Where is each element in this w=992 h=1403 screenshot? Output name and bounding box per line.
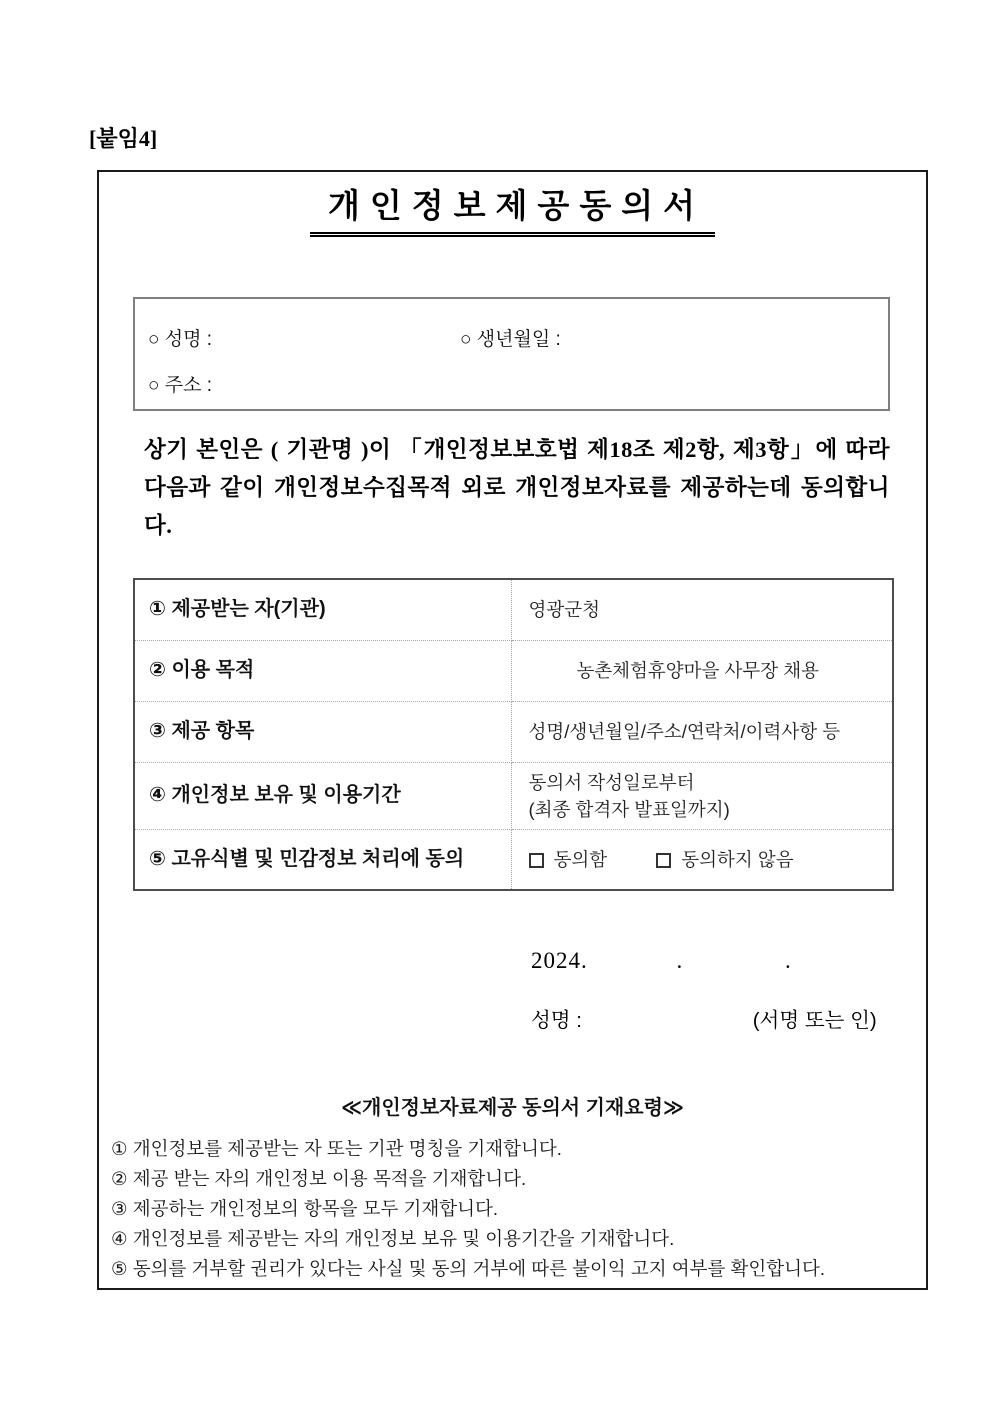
table-row-purpose (134, 640, 893, 701)
date-year: 2024. (531, 948, 588, 973)
date-month-dot: . (676, 948, 684, 973)
row-purpose-label: ② 이용 목적 (134, 640, 511, 701)
guideline-item-2: ② 제공 받는 자의 개인정보 이용 목적을 기재합니다. (111, 1168, 527, 1189)
info-row-name-birth (148, 324, 888, 351)
row-purpose-value: 농촌체험휴양마을 사무장 채용 (511, 640, 893, 701)
row-retention-value (511, 762, 893, 829)
attachment-number-label: [붙임4] (89, 126, 158, 151)
table-row-items (134, 701, 893, 762)
row-retention-label: ④ 개인정보 보유 및 이용기간 (134, 762, 511, 829)
disagree-option (656, 849, 793, 870)
row-recipient-value: 영광군청 (511, 579, 893, 640)
signature-date-line (531, 948, 792, 974)
signature-name-line (531, 1003, 877, 1033)
form-title: 개인정보제공동의서 (310, 180, 715, 237)
guideline-item-1: ① 개인정보를 제공받는 자 또는 기관 명칭을 기재합니다. (111, 1138, 562, 1159)
checkbox-disagree-icon[interactable] (656, 853, 671, 868)
name-field-label: ○ 성명 : (148, 329, 213, 350)
checkbox-agree-icon[interactable] (529, 853, 544, 868)
signature-name-label: 성명 : (531, 1009, 582, 1032)
retention-value-line2: (최종 합격자 발표일까지) (528, 798, 730, 820)
consent-table (133, 578, 894, 891)
guideline-item-5: ⑤ 동의를 거부할 권리가 있다는 사실 및 동의 거부에 따른 불이익 고지 여부를 확인합니다. (111, 1258, 826, 1279)
table-row-retention (134, 762, 893, 829)
info-row-address (148, 370, 888, 397)
guideline-item-4: ④ 개인정보를 제공받는 자의 개인정보 보유 및 이용기간을 기재합니다. (111, 1228, 675, 1249)
consent-form-border (97, 170, 928, 1290)
title-block (99, 180, 926, 237)
guidelines-list (111, 1134, 920, 1284)
birthdate-field-label: ○ 생년월일 : (460, 329, 561, 350)
consent-table-wrap (133, 578, 894, 891)
row-items-label: ③ 제공 항목 (134, 701, 511, 762)
row-recipient-label: ① 제공받는 자(기관) (134, 579, 511, 640)
date-day-dot: . (785, 948, 792, 973)
table-row-recipient (134, 579, 893, 640)
row-sensitive-value (511, 829, 893, 890)
retention-value-line1: 동의서 작성일로부터 (528, 771, 695, 793)
agree-option-label: 동의함 (553, 848, 608, 870)
row-sensitive-label: ⑤ 고유식별 및 민감정보 처리에 동의 (134, 829, 511, 890)
row-items-value: 성명/생년월일/주소/연락처/이력사항 등 (511, 701, 893, 762)
guidelines-heading: ≪개인정보자료제공 동의서 기재요령≫ (341, 1097, 684, 1119)
signature-seal-note: (서명 또는 인) (752, 1009, 877, 1032)
agree-option (529, 849, 608, 870)
table-row-sensitive-consent (134, 829, 893, 890)
guideline-item-3: ③ 제공하는 개인정보의 항목을 모두 기재합니다. (111, 1198, 498, 1219)
consent-statement: 상기 본인은 ( 기관명 )이 「개인정보보호법 제18조 제2항, 제3항」에 따라 다음과 같이 개인정보수집목적 외로 개인정보자료를 제공하는데 동의합니다. (144, 437, 890, 538)
address-field-label: ○ 주소 : (148, 375, 213, 396)
applicant-info-box (133, 297, 890, 411)
disagree-option-label: 동의하지 않음 (681, 848, 794, 870)
